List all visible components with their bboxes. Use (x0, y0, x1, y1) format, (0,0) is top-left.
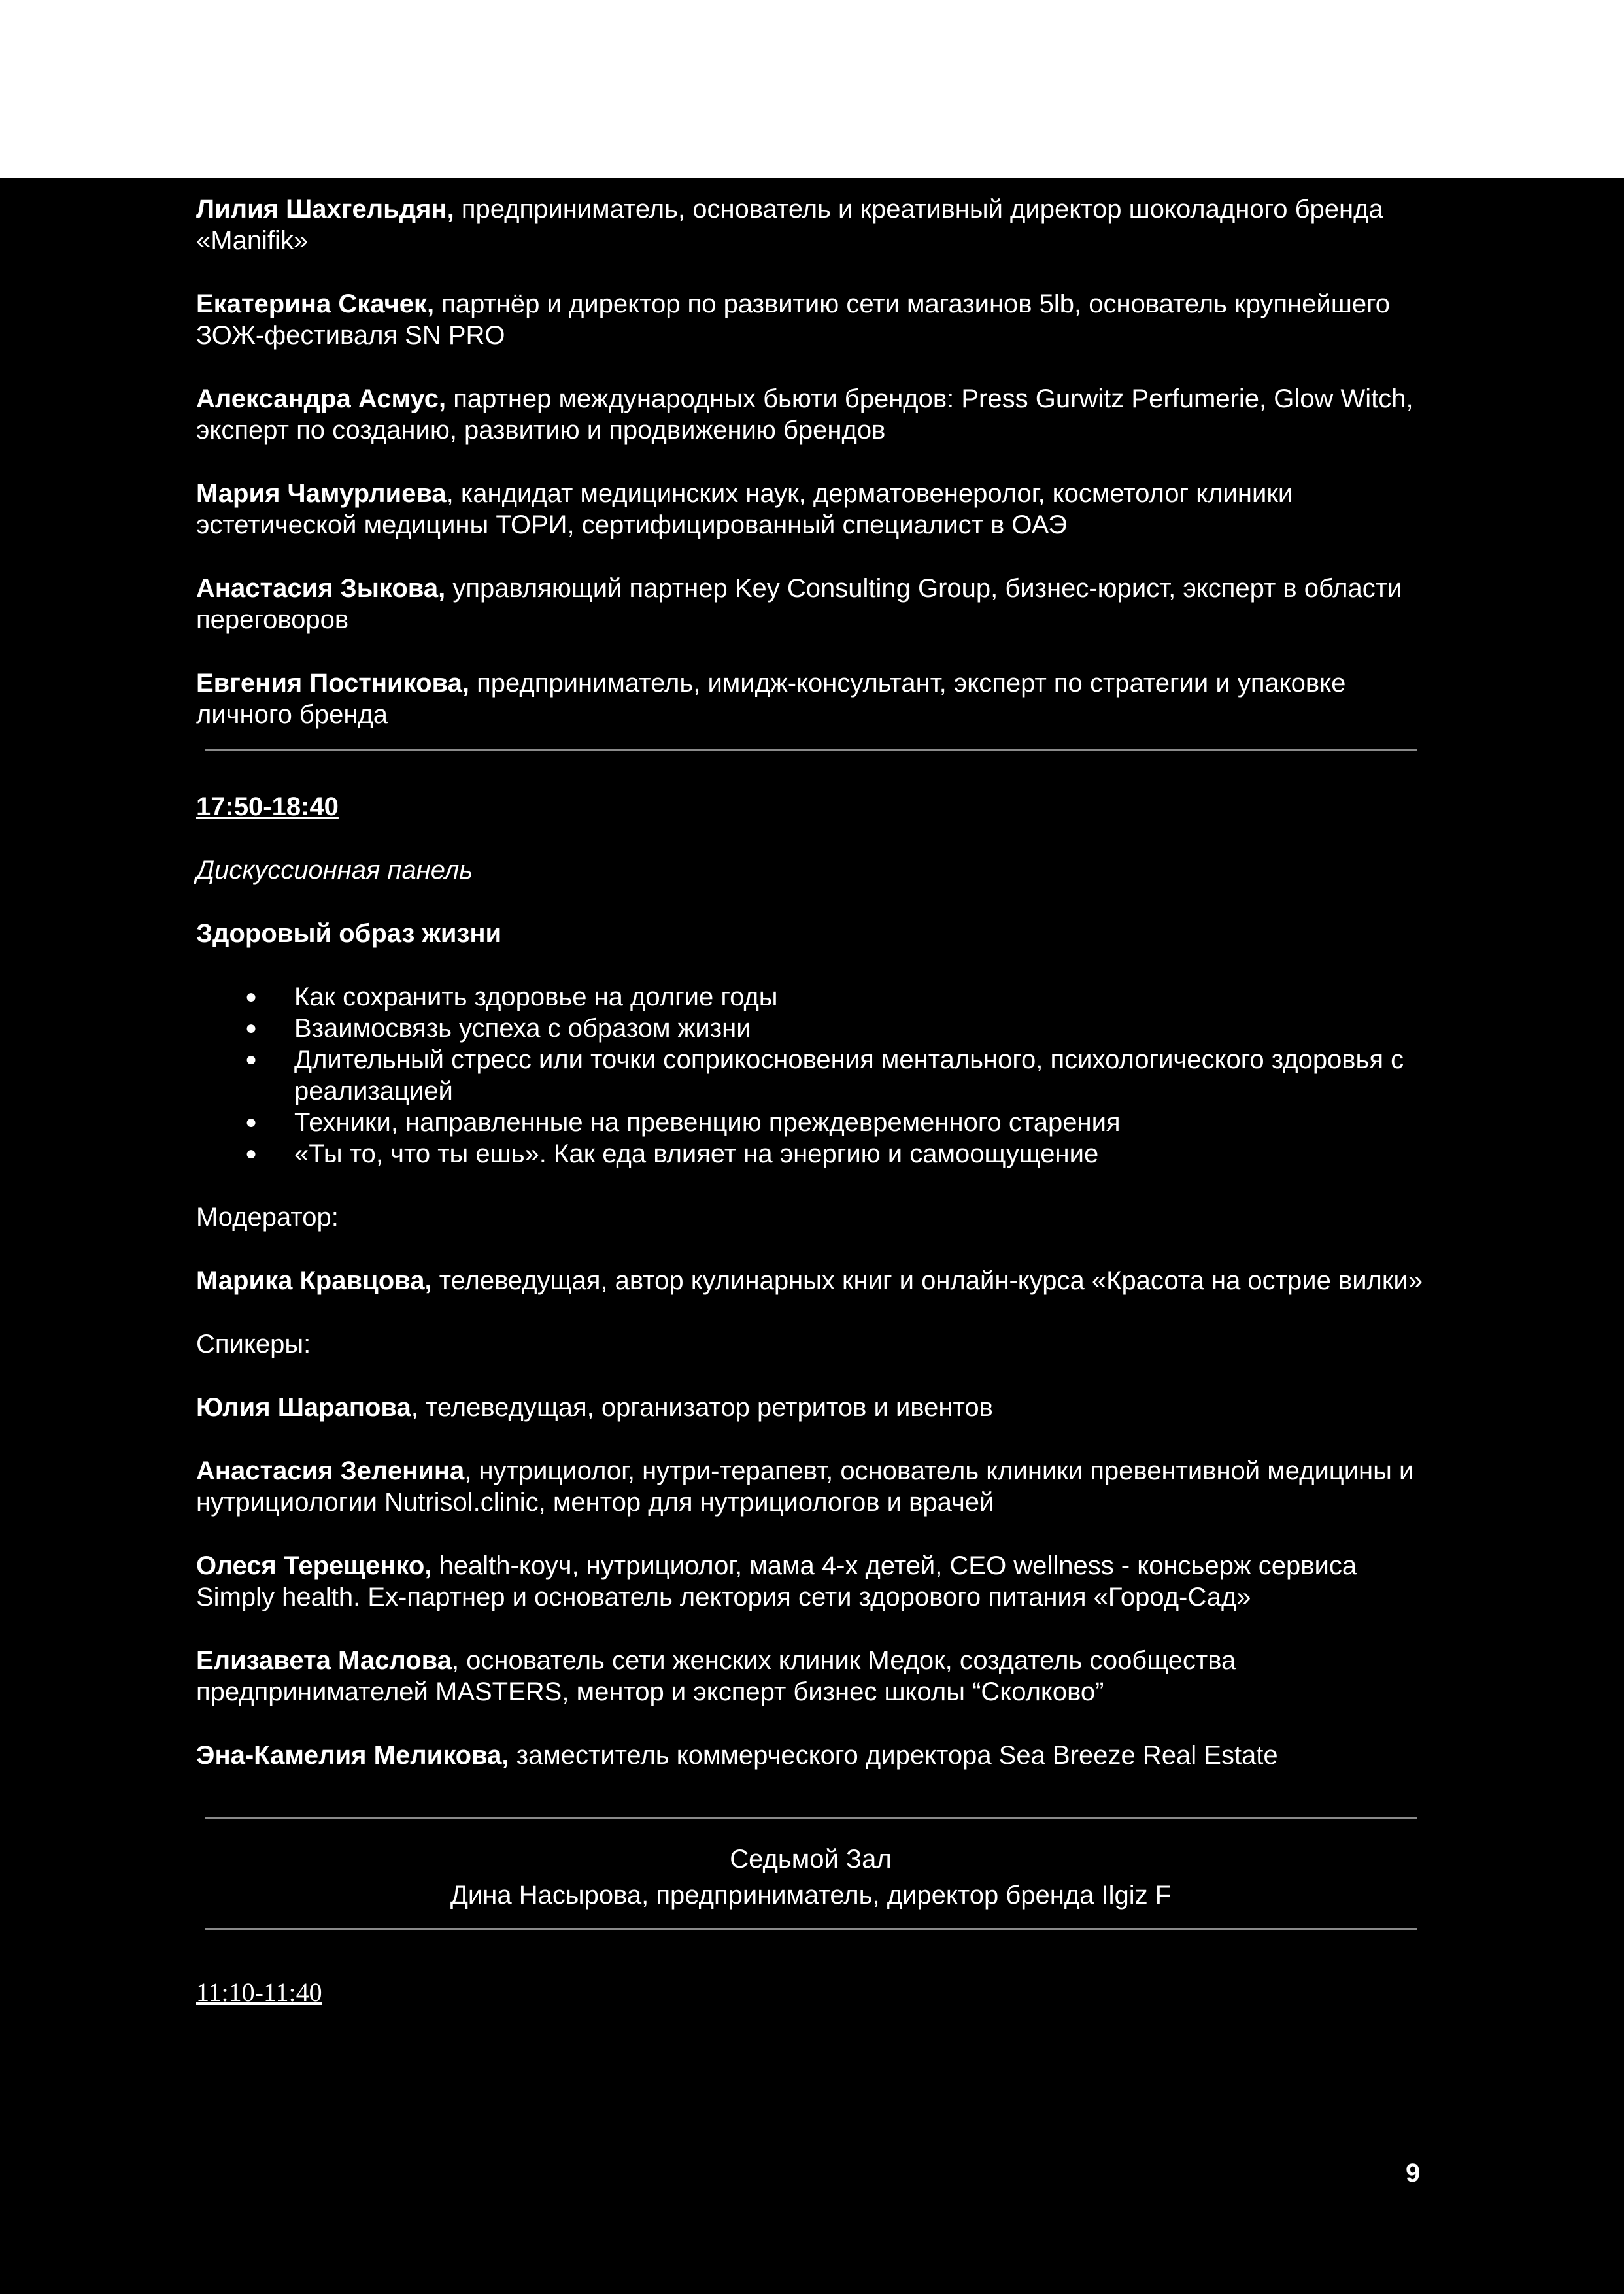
section-divider (205, 749, 1417, 751)
speaker-entry (196, 573, 1438, 635)
speakers-label: Спикеры: (196, 1330, 311, 1358)
speaker-name: Юлия Шарапова (196, 1393, 411, 1422)
speaker-description: предприниматель, основатель и креативный директор шоколадного бренда «Manifik» (196, 195, 1383, 255)
session-time: 11:10-11:40 (196, 1978, 322, 2007)
speaker-description: заместитель коммерческого директора Sea Breeze Real Estate (509, 1741, 1278, 1770)
speaker-description: , телеведущая, организатор ретритов и ивентов (411, 1393, 993, 1422)
page-top-margin (0, 0, 1624, 178)
session-title: Здоровый образ жизни (196, 919, 502, 948)
speaker-name: Евгения Постникова, (196, 669, 469, 698)
speaker-entry (196, 1550, 1438, 1613)
speaker-description: health-коуч, нутрициолог, мама 4-х детей, CEO wellness - консьерж сервиса Simply health. Ex-партнер и основатель лектория сети здорового питания «Город-Сад» (196, 1551, 1357, 1611)
topic-list (196, 981, 1438, 1170)
hall-host: Дина Насырова, предприниматель, директор бренда Ilgiz F (450, 1881, 1172, 1910)
speaker-description: управляющий партнер Key Consulting Group, бизнес-юрист, эксперт в области переговоров (196, 574, 1402, 634)
speaker-entry (196, 667, 1438, 730)
speaker-name: Лилия Шахгельдян, (196, 195, 454, 224)
topic-item: ● Длительный стресс или точки соприкосновения ментального, психологического здоровья с реализацией (196, 1044, 1438, 1107)
speaker-description: партнер международных бьюти брендов: Press Gurwitz Perfumerie, Glow Witch, эксперт по созданию, развитию и продвижению брендов (196, 384, 1413, 445)
speaker-entry (196, 1392, 1438, 1423)
speaker-name: Эна-Камелия Меликова, (196, 1741, 509, 1770)
speaker-description: партнёр и директор по развитию сети магазинов 5lb, основатель крупнейшего ЗОЖ-фестиваля SN PRO (196, 290, 1391, 350)
speaker-entry (196, 194, 1438, 256)
topic-item: ● «Ты то, что ты ешь». Как еда влияет на энергию и самоощущение (196, 1138, 1438, 1170)
speaker-entry (196, 1455, 1438, 1518)
speaker-entry (196, 383, 1438, 446)
speaker-description: , кандидат медицинских наук, дерматовенеролог, косметолог клиники эстетической медицины ТОРИ, сертифицированный специалист в ОАЭ (196, 479, 1293, 539)
session-time: 17:50-18:40 (196, 792, 339, 821)
moderator-entry (196, 1265, 1438, 1296)
topic-item: ● Взаимосвязь успеха с образом жизни (196, 1013, 1438, 1044)
topic-item: ● Техники, направленные на превенцию преждевременного старения (196, 1107, 1438, 1138)
moderator-description: телеведущая, автор кулинарных книг и онлайн-курса «Красота на острие вилки» (431, 1266, 1423, 1295)
speaker-entry (196, 288, 1438, 351)
moderator-name: Марика Кравцова, (196, 1266, 432, 1295)
section-divider (205, 1928, 1417, 1930)
agenda-content (196, 194, 1438, 2008)
moderator-label: Модератор: (196, 1203, 339, 1232)
speaker-description: , основатель сети женских клиник Медок, создатель сообщества предпринимателей MASTERS, ментор и эксперт бизнес школы “Сколково” (196, 1646, 1236, 1706)
speaker-description: предприниматель, имидж-консультант, эксперт по стратегии и упаковке личного бренда (196, 669, 1346, 729)
speaker-name: Мария Чамурлиева (196, 479, 447, 508)
speaker-name: Екатерина Скачек, (196, 290, 435, 318)
topic-item: ● Как сохранить здоровье на долгие годы (196, 981, 1438, 1013)
session-format: Дискуссионная панель (196, 856, 473, 885)
section-divider (205, 1817, 1417, 1819)
speaker-entry (196, 1740, 1438, 1771)
speaker-name: Олеся Терещенко, (196, 1551, 432, 1580)
speaker-name: Елизавета Маслова (196, 1646, 452, 1675)
speaker-name: Анастасия Зеленина (196, 1457, 465, 1485)
speaker-entry (196, 478, 1438, 541)
speaker-description: , нутрициолог, нутри-терапевт, основатель клиники превентивной медицины и нутрициологии Nutrisol.clinic, ментор для нутрициологов и врачей (196, 1457, 1414, 1517)
speaker-name: Анастасия Зыкова, (196, 574, 446, 603)
page-number: 9 (1406, 2159, 1421, 2187)
speaker-entry (196, 1645, 1438, 1708)
hall-header (196, 1842, 1425, 1914)
speaker-name: Александра Асмус, (196, 384, 447, 413)
hall-name: Седьмой Зал (730, 1845, 892, 1874)
